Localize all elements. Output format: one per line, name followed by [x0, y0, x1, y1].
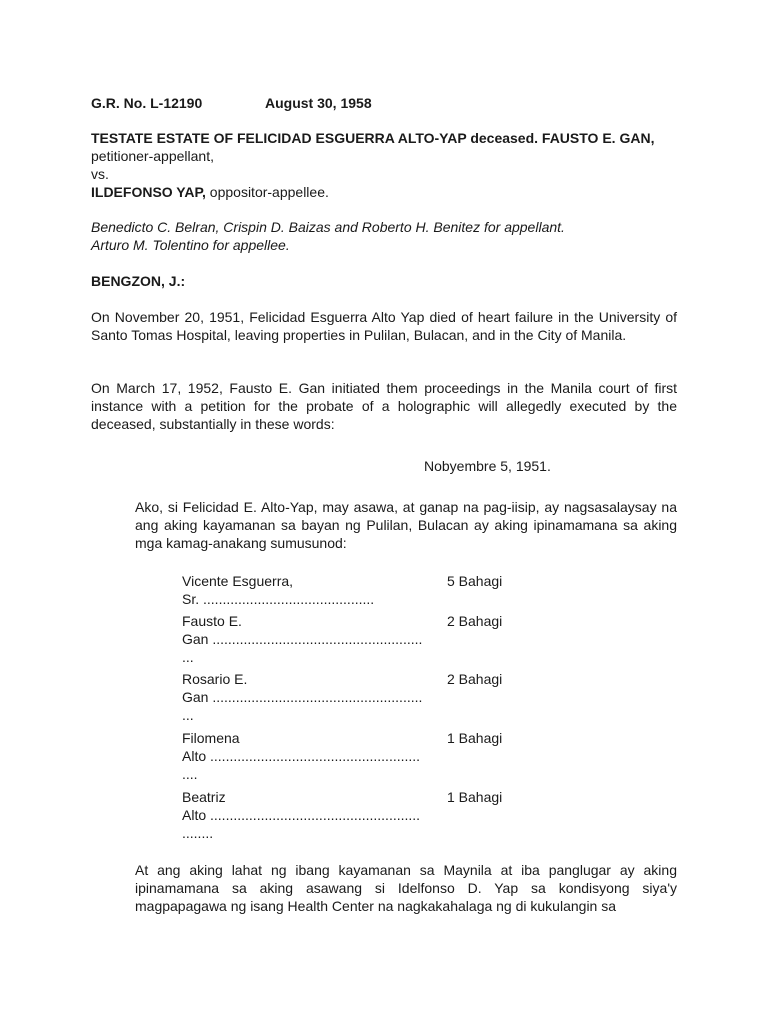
- paragraph-petition: On March 17, 1952, Fausto E. Gan initiated them proceedings in the Manila court of first instance with a petition for the probate of a holographic will allegedly executed by the deceased, substantially in these words:: [91, 380, 677, 432]
- will-closing: At ang aking lahat ng ibang kayamanan sa Maynila at iba panglugar ay aking ipinamamana sa aking asawang si Idelfonso D. Yap sa kondisyong siya'y magpapagawa ng isang Health Center na nagkakahalaga ng di kukulangin sa: [135, 862, 677, 914]
- case-number: G.R. No. L-12190: [91, 95, 203, 111]
- heir-name: Filomena Alto ...................................................... ....: [182, 730, 421, 782]
- heir-share: 1 Bahagi: [447, 789, 503, 805]
- will-intro: Ako, si Felicidad E. Alto-Yap, may asawa, at ganap na pag-iisip, ay nagsasalaysay na ang aking kayamanan sa bayan ng Pulilan, Bulacan ay aking ipinamamana sa aking mga kamag-anakang sumusunod:: [135, 499, 677, 551]
- heir-share: 2 Bahagi: [447, 613, 503, 629]
- appellant-counsel: Benedicto C. Belran, Crispin D. Baizas and Roberto H. Benitez for appellant.: [91, 219, 565, 235]
- heir-name: Fausto E. Gan ...................................................... ...: [182, 613, 423, 665]
- heir-name: Beatriz Alto ...................................................... ........: [182, 789, 421, 841]
- estate-title: TESTATE ESTATE OF FELICIDAD ESGUERRA ALTO-YAP deceased. FAUSTO E. GAN,: [91, 130, 655, 146]
- petitioner-role: petitioner-appellant,: [91, 148, 214, 164]
- paragraph-facts: On November 20, 1951, Felicidad Esguerra Alto Yap died of heart failure in the University of Santo Tomas Hospital, leaving properties in Pulilan, Bulacan, and in the City of Manila.: [91, 309, 677, 343]
- versus-label: vs.: [91, 166, 109, 182]
- case-caption: [91, 129, 681, 201]
- appellee-counsel: Arturo M. Tolentino for appellee.: [91, 237, 290, 253]
- heir-share: 2 Bahagi: [447, 671, 503, 687]
- heir-share: 5 Bahagi: [447, 573, 503, 589]
- heir-share: 1 Bahagi: [447, 730, 503, 746]
- decision-date: August 30, 1958: [265, 95, 372, 111]
- heir-name: Vicente Esguerra, Sr. ............................................: [182, 573, 375, 607]
- heir-name: Rosario E. Gan ...................................................... ...: [182, 671, 423, 723]
- oppositor-name: ILDEFONSO YAP,: [91, 184, 206, 200]
- ponente: BENGZON, J.:: [91, 273, 186, 289]
- oppositor-role: oppositor-appellee.: [209, 184, 329, 200]
- will-date: Nobyembre 5, 1951.: [424, 458, 551, 474]
